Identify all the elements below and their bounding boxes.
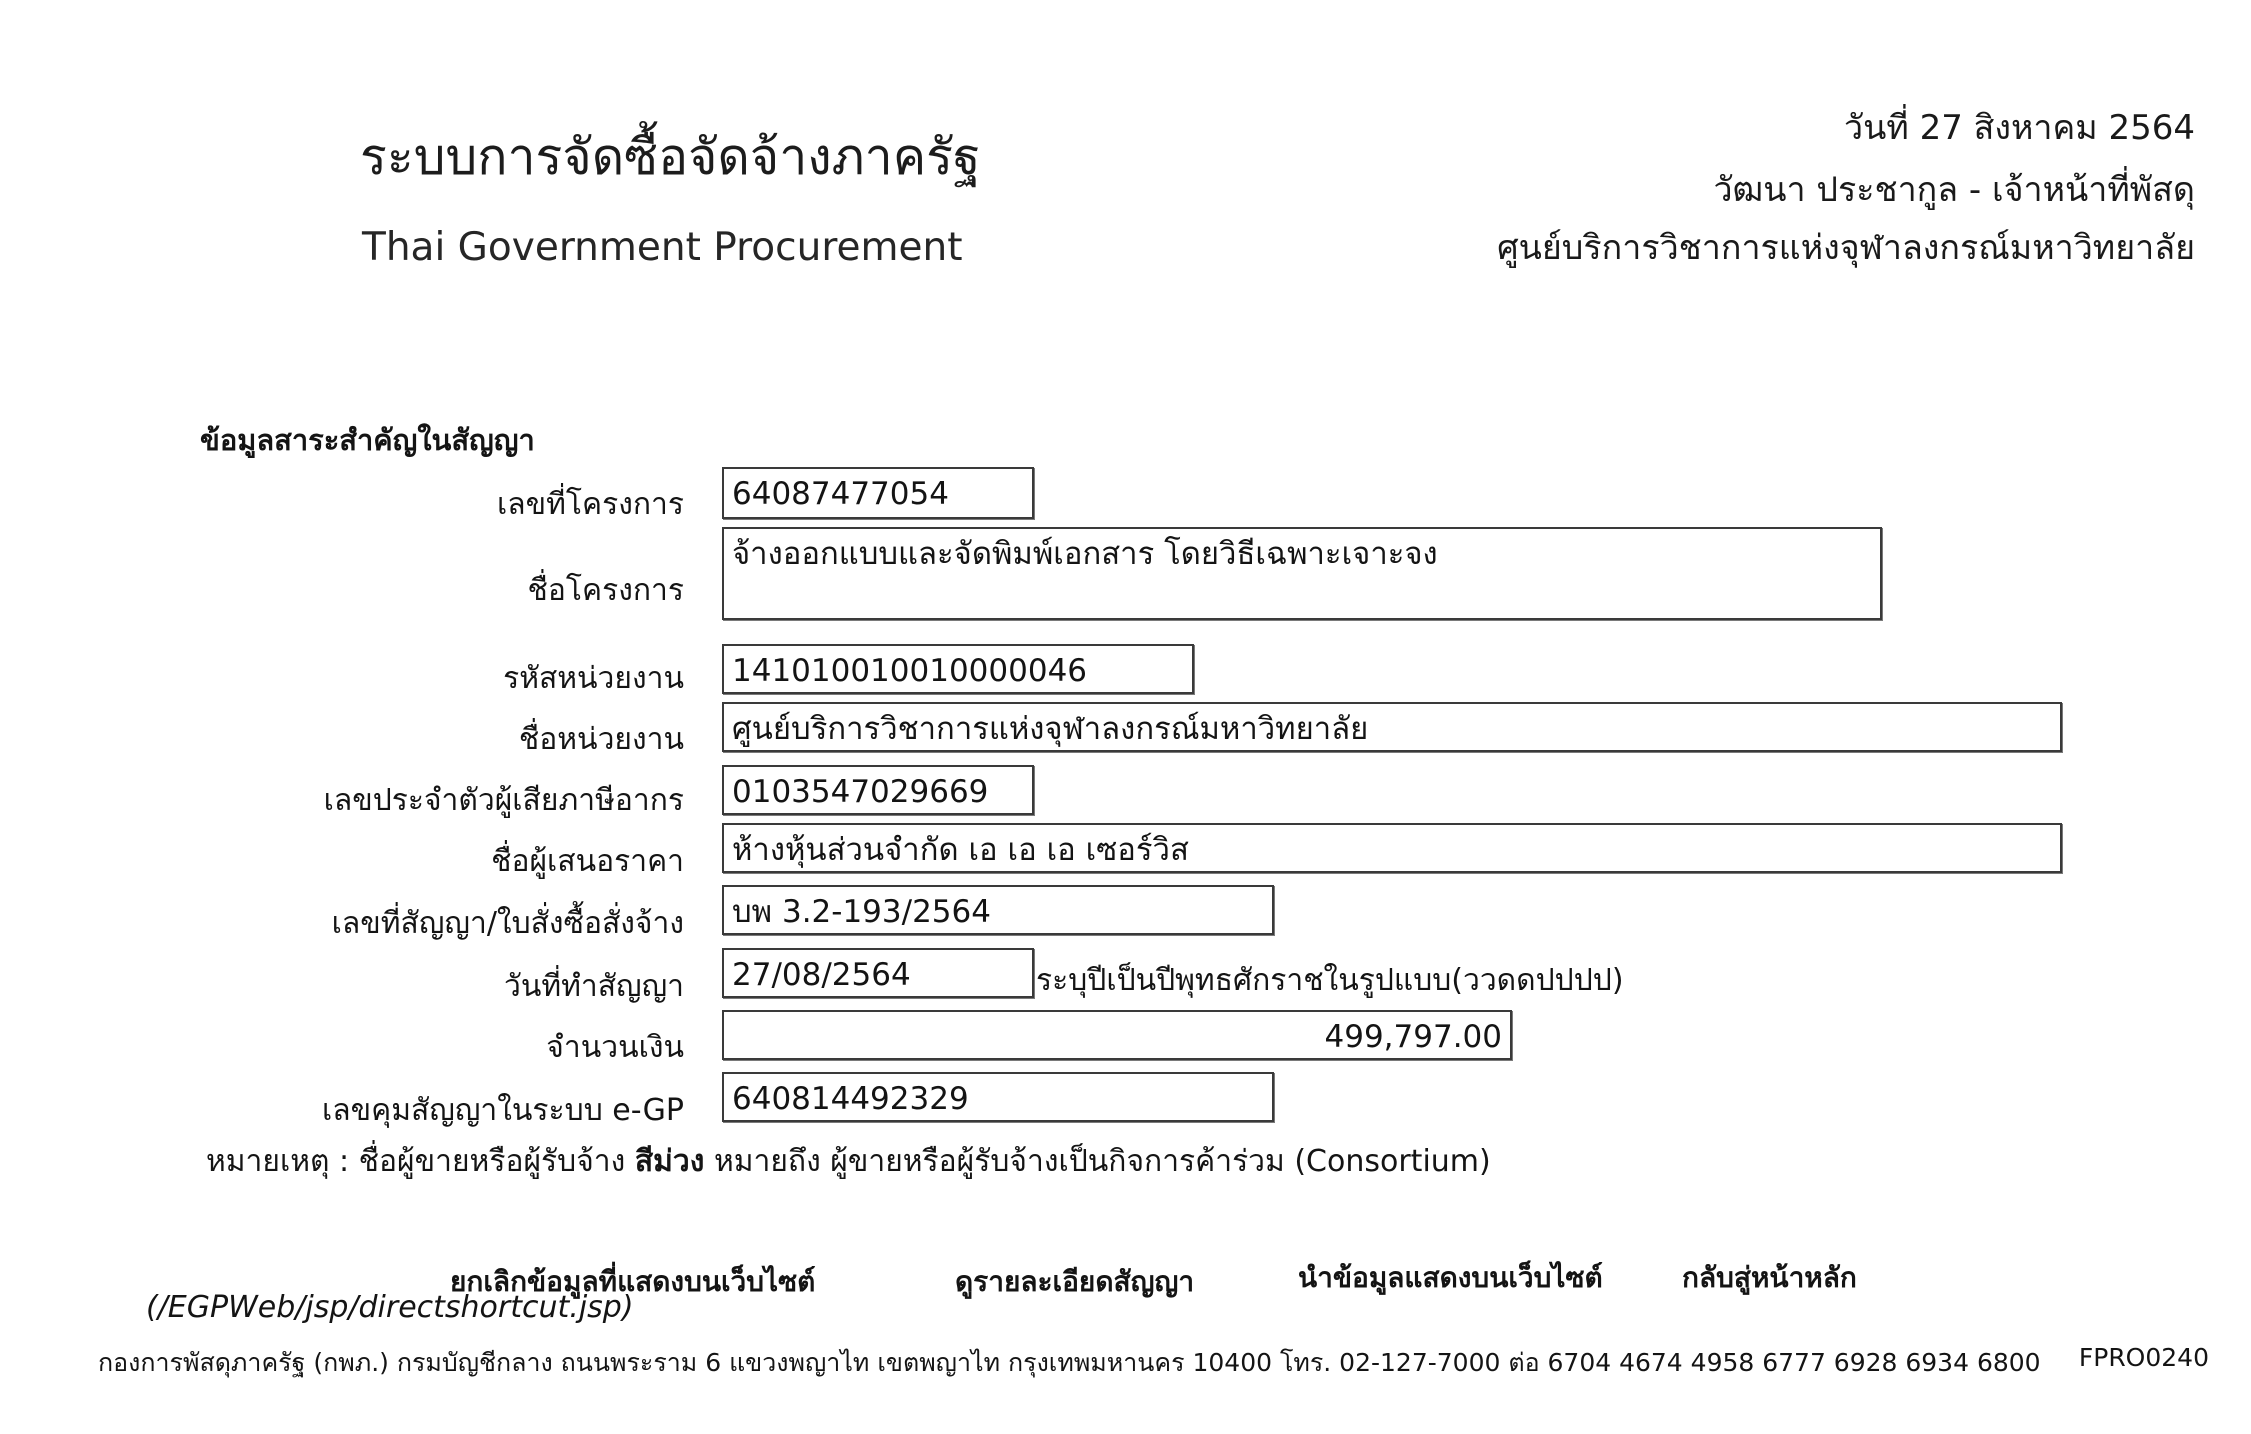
shortcut-url: (/EGPWeb/jsp/directshortcut.jsp)	[146, 1290, 634, 1325]
page-code: FPRO0240	[2078, 1343, 2209, 1372]
project-name-field[interactable]: จ้างออกแบบและจัดพิมพ์เอกสาร โดยวิธีเฉพาะเจาะจง	[722, 527, 1882, 620]
contract-date-field[interactable]: 27/08/2564	[722, 948, 1034, 998]
date-format-hint: ระบุปีเป็นปีพุทธศักราชในรูปแบบ(ววดดปปปป)	[1036, 963, 1624, 998]
agency-code-field[interactable]: 141010010010000046	[722, 644, 1194, 694]
note-suffix: หมายถึง ผู้ขายหรือผู้รับจ้างเป็นกิจการค้าร่วม (Consortium)	[704, 1144, 1491, 1179]
user-name-role: วัฒนา ประชากูล - เจ้าหน้าที่พัสดุ	[1713, 170, 2195, 210]
project-name-label: ชื่อโครงการ	[527, 573, 684, 608]
current-date: วันที่ 27 สิงหาคม 2564	[1844, 108, 2195, 148]
publish-to-website-link[interactable]: นำข้อมูลแสดงบนเว็บไซต์	[1298, 1261, 1603, 1294]
egp-no-label: เลขคุมสัญญาในระบบ e-GP	[322, 1093, 684, 1128]
amount-field[interactable]: 499,797.00	[722, 1010, 1512, 1060]
agency-code-label: รหัสหน่วยงาน	[503, 661, 684, 696]
user-organization: ศูนย์บริการวิชาการแห่งจุฬาลงกรณ์มหาวิทยาลัย	[1497, 228, 2195, 268]
view-contract-details-link[interactable]: ดูรายละเอียดสัญญา	[955, 1265, 1195, 1298]
note-prefix: หมายเหตุ : ชื่อผู้ขายหรือผู้รับจ้าง	[206, 1144, 635, 1179]
footer-contact: กองการพัสดุภาครัฐ (กพภ.) กรมบัญชีกลาง ถนนพระราม 6 แขวงพญาไท เขตพญาไท กรุงเทพมหานคร 10400 โทร. 02-127-7000 ต่อ 6704 4674 4958 6777 6928 6934 6800	[98, 1348, 2041, 1377]
tax-id-label: เลขประจำตัวผู้เสียภาษีอากร	[323, 783, 684, 818]
note-purple-emphasis: สีม่วง	[634, 1144, 705, 1179]
section-title: ข้อมูลสาระสำคัญในสัญญา	[200, 423, 535, 457]
project-no-field[interactable]: 64087477054	[722, 467, 1034, 519]
amount-label: จำนวนเงิน	[546, 1030, 684, 1065]
consortium-note	[206, 1138, 1491, 1185]
back-to-home-link[interactable]: กลับสู่หน้าหลัก	[1682, 1261, 1857, 1294]
cancel-publish-link[interactable]: ยกเลิกข้อมูลที่แสดงบนเว็บไซต์	[450, 1265, 816, 1298]
contract-no-field[interactable]: บพ 3.2-193/2564	[722, 885, 1274, 935]
bidder-field[interactable]: ห้างหุ้นส่วนจำกัด เอ เอ เอ เซอร์วิส	[722, 823, 2062, 873]
bidder-label: ชื่อผู้เสนอราคา	[491, 844, 684, 879]
agency-name-field[interactable]: ศูนย์บริการวิชาการแห่งจุฬาลงกรณ์มหาวิทยาลัย	[722, 702, 2062, 752]
tax-id-field[interactable]: 0103547029669	[722, 765, 1034, 815]
system-title-english: Thai Government Procurement	[362, 225, 963, 270]
egp-no-field[interactable]: 640814492329	[722, 1072, 1274, 1122]
project-no-label: เลขที่โครงการ	[497, 487, 684, 522]
agency-name-label: ชื่อหน่วยงาน	[518, 722, 684, 757]
system-title-thai: ระบบการจัดซื้อจัดจ้างภาครัฐ	[360, 128, 981, 186]
contract-date-label: วันที่ทำสัญญา	[503, 969, 684, 1004]
contract-no-label: เลขที่สัญญา/ใบสั่งซื้อสั่งจ้าง	[331, 906, 684, 941]
